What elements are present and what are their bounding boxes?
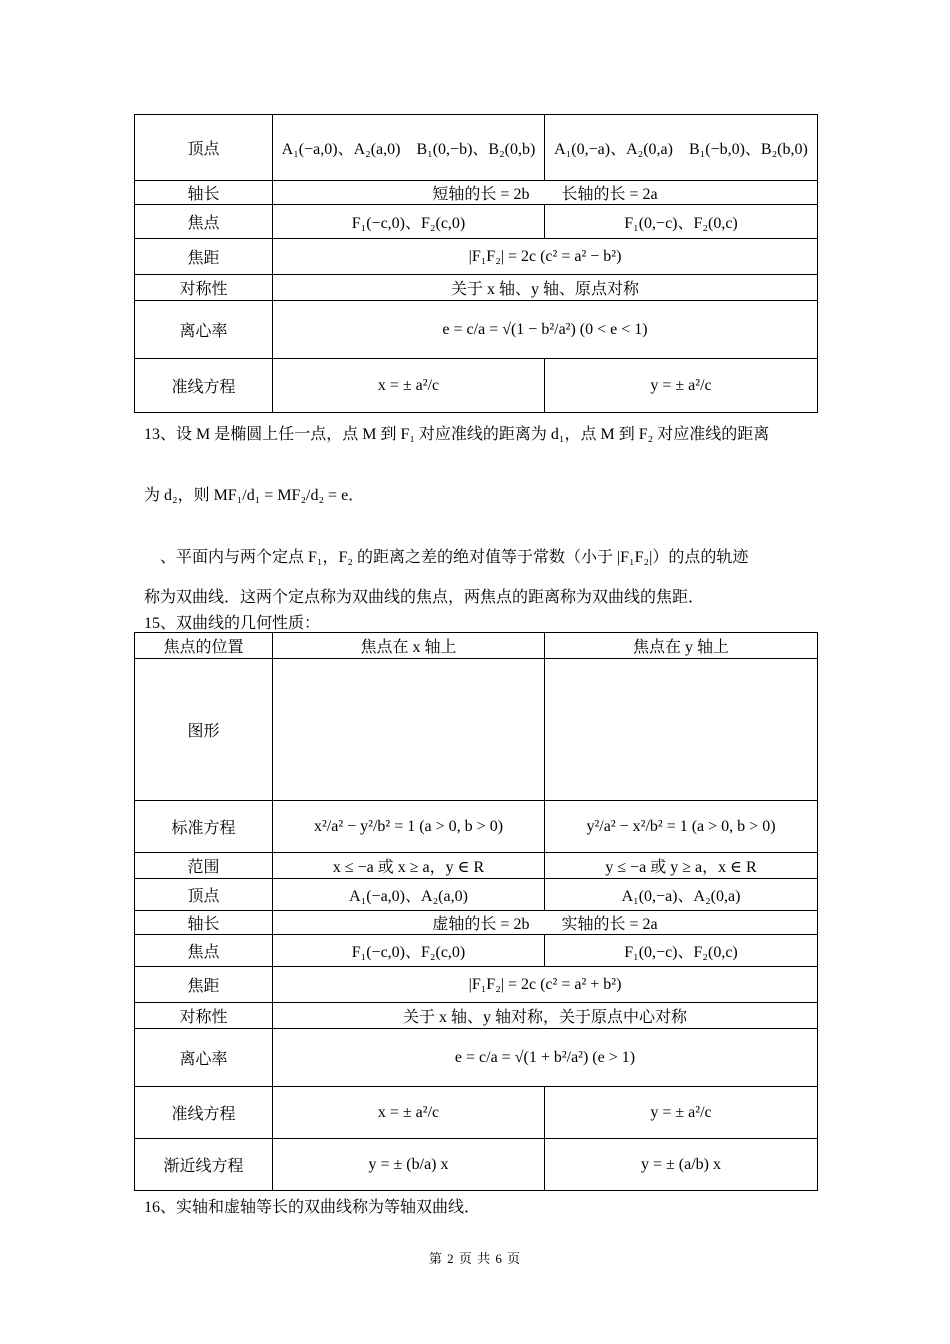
hyperbola-focus-y: F₁(0,−c)、F₂(0,c) (545, 935, 818, 967)
row-label: 离心率 (135, 1029, 273, 1087)
table-row (135, 239, 818, 275)
table-row (135, 659, 818, 801)
table-row (135, 879, 818, 911)
row-label: 轴长 (135, 181, 273, 205)
table-header-row (135, 633, 818, 659)
table-row (135, 301, 818, 359)
row-label: 焦距 (135, 239, 273, 275)
row-label: 准线方程 (135, 1087, 273, 1139)
hyperbola-range-x: x ≤ −a 或 x ≥ a，y ∈ R (273, 853, 545, 879)
header-label: 焦点的位置 (135, 633, 273, 659)
ellipse-vertex-y: A₁(0,−a)、A₂(0,a) B₁(−b,0)、B₂(b,0) (545, 115, 818, 181)
row-label: 对称性 (135, 275, 273, 301)
table-row (135, 205, 818, 239)
hyperbola-focus-x: F₁(−c,0)、F₂(c,0) (273, 935, 545, 967)
hyperbola-range-y: y ≤ −a 或 y ≥ a，x ∈ R (545, 853, 818, 879)
header-focus-x: 焦点在 x 轴上 (273, 633, 545, 659)
hyperbola-asymptote-y: y = ± (a/b) x (545, 1139, 818, 1191)
hyperbola-figure-y (545, 659, 818, 801)
table-row (135, 853, 818, 879)
table-row (135, 115, 818, 181)
table-row (135, 1139, 818, 1191)
paragraph-13-line2: 为 d₂，则 MF₁/d₁ = MF₂/d₂ = e． (144, 487, 365, 504)
ellipse-eccentricity: e = c/a = √(1 − b²/a²) (0 < e < 1) (273, 301, 818, 359)
row-label: 准线方程 (135, 359, 273, 413)
row-label: 焦点 (135, 935, 273, 967)
paragraph-15: 15、双曲线的几何性质： (144, 615, 321, 632)
hyperbola-vertex-x: A₁(−a,0)、A₂(a,0) (273, 879, 545, 911)
hyperbola-directrix-x: x = ± a²/c (273, 1087, 545, 1139)
table-row (135, 181, 818, 205)
row-label: 图形 (135, 659, 273, 801)
row-label: 标准方程 (135, 801, 273, 853)
paragraph-14-line1: 、平面内与两个定点 F₁，F₂ 的距离之差的绝对值等于常数（小于 |F₁F₂|）的点的轨迹 (160, 549, 749, 566)
page-footer: 第 2 页 共 6 页 (428, 1251, 522, 1266)
ellipse-focus-x: F₁(−c,0)、F₂(c,0) (273, 205, 545, 239)
row-label: 渐近线方程 (135, 1139, 273, 1191)
hyperbola-focal-distance: |F₁F₂| = 2c (c² = a² + b²) (273, 967, 818, 1003)
table-row (135, 1087, 818, 1139)
row-label: 对称性 (135, 1003, 273, 1029)
table-row (135, 935, 818, 967)
ellipse-focus-y: F₁(0,−c)、F₂(0,c) (545, 205, 818, 239)
paragraph-16: 16、实轴和虚轴等长的双曲线称为等轴双曲线． (144, 1199, 481, 1216)
ellipse-symmetry: 关于 x 轴、y 轴、原点对称 (273, 275, 818, 301)
row-label: 范围 (135, 853, 273, 879)
row-label: 顶点 (135, 115, 273, 181)
ellipse-directrix-y: y = ± a²/c (545, 359, 818, 413)
ellipse-focal-distance: |F₁F₂| = 2c (c² = a² − b²) (273, 239, 818, 275)
row-label: 顶点 (135, 879, 273, 911)
hyperbola-properties-table (134, 632, 818, 1191)
table-row (135, 1029, 818, 1087)
ellipse-directrix-x: x = ± a²/c (273, 359, 545, 413)
hyperbola-axis-length: 虚轴的长 = 2b 实轴的长 = 2a (273, 911, 818, 935)
hyperbola-symmetry: 关于 x 轴、y 轴对称，关于原点中心对称 (273, 1003, 818, 1029)
table-row (135, 275, 818, 301)
paragraph-14-line2: 称为双曲线．这两个定点称为双曲线的焦点，两焦点的距离称为双曲线的焦距． (144, 589, 705, 606)
ellipse-properties-table (134, 114, 818, 413)
hyperbola-vertex-y: A₁(0,−a)、A₂(0,a) (545, 879, 818, 911)
hyperbola-figure-x (273, 659, 545, 801)
table-row (135, 967, 818, 1003)
hyperbola-directrix-y: y = ± a²/c (545, 1087, 818, 1139)
row-label: 轴长 (135, 911, 273, 935)
hyperbola-equation-y: y²/a² − x²/b² = 1 (a > 0, b > 0) (545, 801, 818, 853)
row-label: 焦距 (135, 967, 273, 1003)
hyperbola-eccentricity: e = c/a = √(1 + b²/a²) (e > 1) (273, 1029, 818, 1087)
hyperbola-asymptote-x: y = ± (b/a) x (273, 1139, 545, 1191)
row-label: 离心率 (135, 301, 273, 359)
table-row (135, 911, 818, 935)
table-row (135, 801, 818, 853)
paragraph-13-line1: 13、设 M 是椭圆上任一点，点 M 到 F₁ 对应准线的距离为 d₁，点 M 到 F₂ 对应准线的距离 (144, 426, 770, 443)
hyperbola-equation-x: x²/a² − y²/b² = 1 (a > 0, b > 0) (273, 801, 545, 853)
ellipse-vertex-x: A₁(−a,0)、A₂(a,0) B₁(0,−b)、B₂(0,b) (273, 115, 545, 181)
ellipse-axis-length: 短轴的长 = 2b 长轴的长 = 2a (273, 181, 818, 205)
table-row (135, 359, 818, 413)
row-label: 焦点 (135, 205, 273, 239)
table-row (135, 1003, 818, 1029)
header-focus-y: 焦点在 y 轴上 (545, 633, 818, 659)
